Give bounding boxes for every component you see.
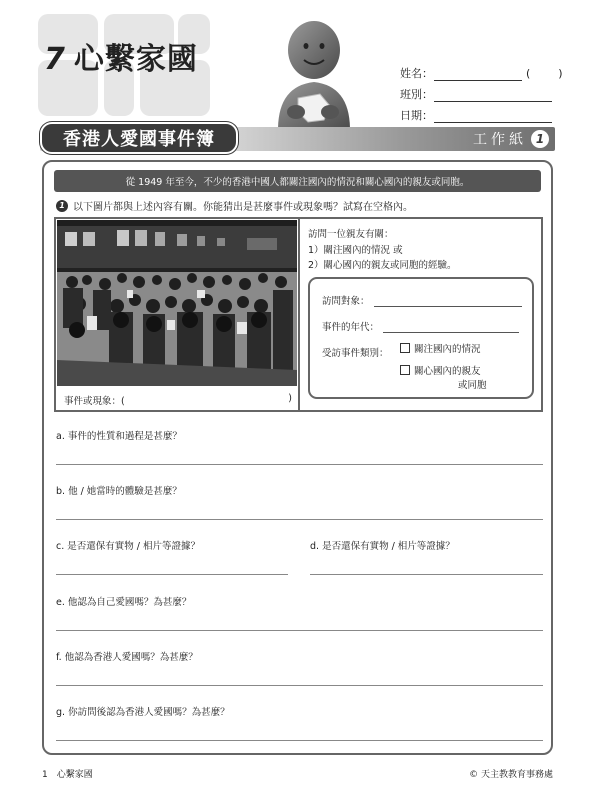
worksheet-number: 1: [531, 130, 549, 148]
interview-record-box: [308, 277, 534, 399]
class-field-row: [400, 81, 584, 102]
interview-item-1: 1）關注國內的情況 或: [308, 245, 403, 256]
answer-line-g[interactable]: [56, 740, 543, 741]
answer-line-b[interactable]: [56, 519, 543, 520]
class-field[interactable]: [434, 89, 552, 102]
question-c: c. 是否還保有實物 / 相片等證據？: [56, 541, 201, 552]
footer-copyright: © 天主教教育事務處: [469, 770, 553, 780]
worksheet-title: 香港人愛國事件簿: [40, 122, 238, 154]
option-relatives-label-2: 或同胞: [458, 380, 487, 391]
interview-instructions: [308, 227, 533, 273]
answer-line-e[interactable]: [56, 630, 543, 631]
class-label: 班別：: [400, 88, 433, 101]
question-e: e. 他認為自己愛國嗎？為甚麼？: [56, 597, 192, 608]
checkbox-relatives-compatriots[interactable]: [400, 365, 410, 375]
interview-subject-row: [322, 293, 522, 307]
chapter-number: 7: [44, 42, 66, 77]
question-a: a. 事件的性質和過程是甚麼？: [56, 431, 182, 442]
chapter-title-text: 心繫家國: [73, 42, 198, 77]
option-relatives-compatriots[interactable]: [400, 365, 487, 393]
task-number-badge: 1: [56, 200, 68, 212]
task-1-box: [54, 217, 543, 412]
answer-line-c[interactable]: [56, 574, 288, 575]
event-era-label: 事件的年代：: [322, 322, 380, 333]
answer-line-a[interactable]: [56, 464, 543, 465]
event-era-row: [322, 319, 519, 333]
caption-label: 事件或現象：(: [64, 396, 125, 407]
worksheet-label-text: 工作紙: [473, 132, 527, 148]
name-field-row: [400, 60, 584, 81]
answer-line-f[interactable]: [56, 685, 543, 686]
caption-end: ): [288, 393, 292, 404]
mascot-illustration: [268, 20, 360, 130]
date-field-row: [400, 102, 584, 123]
date-label: 日期：: [400, 109, 433, 122]
option-domestic-situation-label: 關注國內的情況: [414, 344, 481, 355]
intro-text: 從 1949 年至今，不少的香港中國人都關注國內的情況和關心國內的親友或同胞。: [54, 170, 541, 192]
chapter-title: [44, 34, 198, 78]
name-field[interactable]: [434, 68, 522, 81]
checkbox-domestic-situation[interactable]: [400, 343, 410, 353]
interview-subject-field[interactable]: [374, 297, 522, 307]
photo-caption: [64, 393, 292, 407]
interview-heading: 訪問一位親友有關：: [308, 229, 394, 240]
question-b: b. 他 / 她當時的體驗是甚麼？: [56, 486, 182, 497]
box-divider: [298, 219, 300, 410]
interview-subject-label: 訪問對象：: [322, 296, 370, 307]
task-1-instruction: [56, 198, 413, 213]
interview-item-2: 2）關心國內的親友或同胞的經驗。: [308, 260, 457, 271]
name-label: 姓名：: [400, 67, 433, 80]
title-banner: [40, 122, 555, 154]
worksheet-label: [473, 127, 549, 151]
footer-page-info: 1 心繫家國: [42, 770, 93, 780]
event-era-field[interactable]: [383, 323, 519, 333]
question-f: f. 他認為香港人愛國嗎？為甚麼？: [56, 652, 198, 663]
task-1-text: 以下圖片都與上述內容有關。你能猜出是甚麼事件或現象嗎？試寫在空格內。: [73, 202, 413, 213]
historical-photo: [57, 220, 297, 386]
option-relatives-label-1: 關心國內的親友: [414, 366, 481, 377]
class-number-field[interactable]: ( ): [526, 67, 565, 80]
question-d: d. 是否還保有實物 / 相片等證據？: [310, 541, 455, 552]
question-g: g. 你訪問後認為香港人愛國嗎？為甚麼？: [56, 707, 230, 718]
category-row: [322, 345, 389, 359]
student-info: [400, 60, 584, 123]
category-label: 受訪事件類別：: [322, 348, 389, 359]
worksheet-card: [42, 160, 553, 755]
option-domestic-situation[interactable]: [400, 343, 481, 357]
answer-line-d[interactable]: [310, 574, 543, 575]
